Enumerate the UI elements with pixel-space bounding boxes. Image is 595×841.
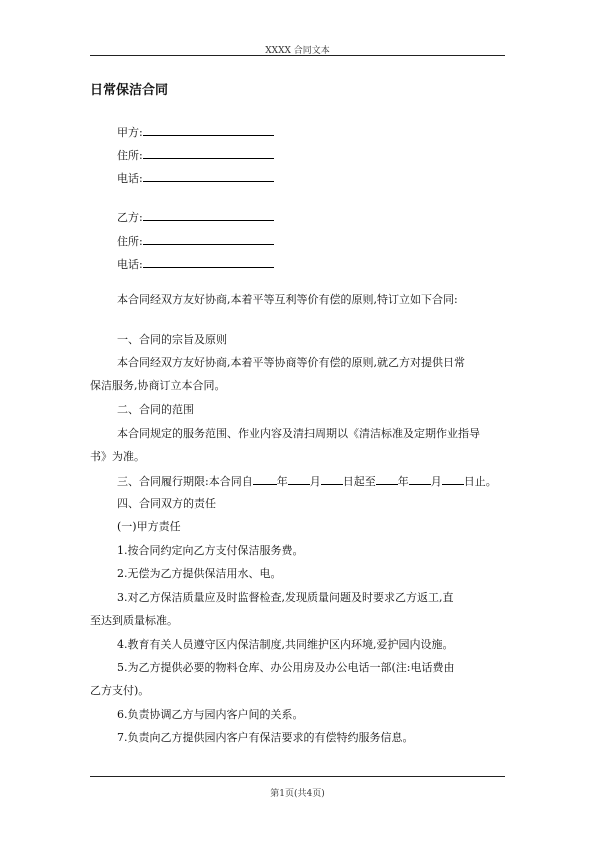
intro-paragraph: 本合同经双方友好协商,本着平等互利等价有偿的原则,特订立如下合同: xyxy=(117,293,458,306)
party-b-phone-label: 电话: xyxy=(117,258,143,271)
document-title: 日常保洁合同 xyxy=(90,83,169,98)
duty-item-1: 1.按合同约定向乙方支付保洁服务费。 xyxy=(117,544,304,557)
duty-item-4: 4.教育有关人员遵守区内保洁制度,共同维护区内环境,爱护园内设施。 xyxy=(117,638,454,651)
start-day-blank[interactable] xyxy=(321,473,343,485)
start-day-label: 日起至 xyxy=(342,475,376,488)
duty-item-7: 7.负责向乙方提供园内客户有保洁要求的有偿特约服务信息。 xyxy=(117,731,414,744)
footer-rule xyxy=(90,776,505,777)
end-month-blank[interactable] xyxy=(409,473,431,485)
party-b-address-label: 住所: xyxy=(117,235,143,248)
party-a-name-blank[interactable] xyxy=(143,124,274,136)
duty-item-3-line1: 3.对乙方保洁质量应及时监督检查,发现质量问题及时要求乙方返工,直 xyxy=(117,591,454,604)
party-b-address-blank[interactable] xyxy=(143,233,274,245)
party-a-address-label: 住所: xyxy=(117,149,143,162)
section2-text-line2: 书》为准。 xyxy=(90,450,145,463)
party-b-name-blank[interactable] xyxy=(143,209,274,221)
party-b-name-label: 乙方: xyxy=(117,211,143,224)
party-b-phone-field[interactable] xyxy=(117,256,274,270)
start-year-label: 年 xyxy=(276,475,288,488)
party-a-name-label: 甲方: xyxy=(117,126,143,139)
party-a-duties-heading: (一)甲方责任 xyxy=(117,520,181,533)
party-b-phone-blank[interactable] xyxy=(143,256,274,268)
header-rule xyxy=(90,55,505,56)
start-year-blank[interactable] xyxy=(253,473,277,485)
end-day-label: 日止。 xyxy=(463,475,497,488)
party-a-phone-blank[interactable] xyxy=(143,170,274,182)
party-a-address-blank[interactable] xyxy=(143,147,274,159)
duty-item-5-line2: 乙方支付)。 xyxy=(90,684,150,697)
section4-heading: 四、合同双方的责任 xyxy=(117,497,216,510)
section1-text-line2: 保洁服务,协商订立本合同。 xyxy=(90,379,226,392)
party-a-name-field[interactable] xyxy=(117,124,274,138)
section1-heading: 一、合同的宗旨及原则 xyxy=(117,333,227,346)
term-prefix: 三、合同履行期限:本合同自 xyxy=(117,475,253,488)
duty-item-3-line2: 至达到质量标准。 xyxy=(90,614,178,627)
section2-text-line1: 本合同规定的服务范围、作业内容及清扫周期以《清洁标准及定期作业指导 xyxy=(117,427,480,440)
party-a-phone-label: 电话: xyxy=(117,172,143,185)
party-b-name-field[interactable] xyxy=(117,209,274,223)
party-a-address-field[interactable] xyxy=(117,147,274,161)
section2-heading: 二、合同的范围 xyxy=(117,403,194,416)
duty-item-5-line1: 5.为乙方提供必要的物料仓库、办公用房及办公电话一部(注:电话费由 xyxy=(117,661,455,674)
end-year-blank[interactable] xyxy=(376,473,398,485)
duty-item-2: 2.无偿为乙方提供保洁用水、电。 xyxy=(117,567,282,580)
party-b-address-field[interactable] xyxy=(117,233,274,247)
page-footer: 第1页(共4页) xyxy=(270,789,325,799)
end-month-label: 月 xyxy=(430,475,442,488)
end-year-label: 年 xyxy=(397,475,409,488)
duty-item-6: 6.负责协调乙方与园内客户间的关系。 xyxy=(117,708,304,721)
page-header: XXXX 合同文本 xyxy=(265,46,330,56)
section3-term-line xyxy=(117,473,497,489)
start-month-blank[interactable] xyxy=(288,473,310,485)
section1-text-line1: 本合同经双方友好协商,本着平等协商等价有偿的原则,就乙方对提供日常 xyxy=(117,356,465,369)
end-day-blank[interactable] xyxy=(442,473,464,485)
start-month-label: 月 xyxy=(309,475,321,488)
party-a-phone-field[interactable] xyxy=(117,170,274,184)
